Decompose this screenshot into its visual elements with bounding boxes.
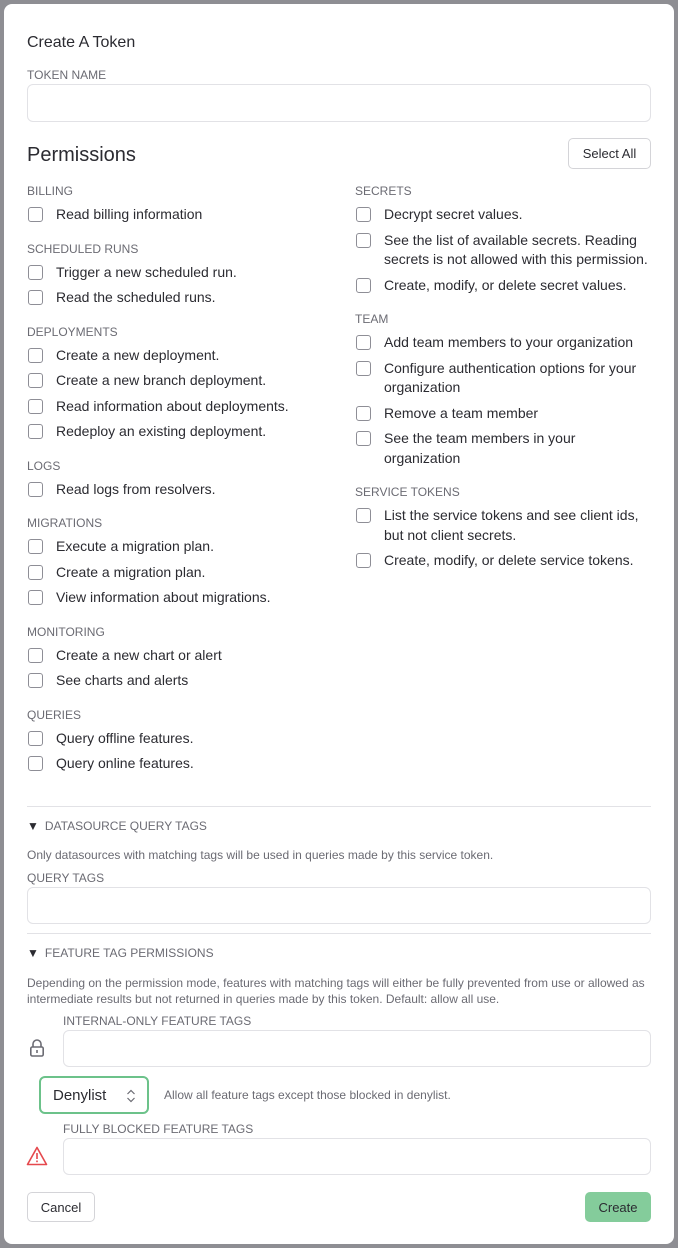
permission-item-label: Redeploy an existing deployment.	[56, 423, 267, 439]
permission-item-label: Read the scheduled runs.	[56, 289, 216, 305]
feature-tags-heading: FEATURE TAG PERMISSIONS	[44, 946, 214, 960]
permissions-right-column	[355, 183, 655, 574]
collapse-triangle-icon: ▼	[27, 946, 39, 960]
permission-checkbox[interactable]	[28, 756, 43, 771]
datasource-heading: DATASOURCE QUERY TAGS	[44, 819, 207, 833]
datasource-description: Only datasources with matching tags will be used in queries made by this service token.	[27, 848, 494, 862]
permission-item-label: Configure authentication options for your organization	[384, 359, 637, 395]
datasource-query-tags-toggle[interactable]	[27, 819, 207, 833]
internal-only-tags-input[interactable]	[63, 1030, 651, 1067]
query-tags-input[interactable]	[27, 887, 651, 924]
permission-checkbox[interactable]	[28, 590, 43, 605]
permission-checkbox[interactable]	[356, 207, 371, 222]
permission-checkbox[interactable]	[28, 648, 43, 663]
permission-checkbox[interactable]	[356, 233, 371, 248]
permission-item[interactable]	[355, 356, 655, 401]
permission-checkbox[interactable]	[28, 290, 43, 305]
query-tags-label: QUERY TAGS	[27, 871, 105, 885]
permission-section-heading: SERVICE TOKENS	[355, 485, 460, 499]
permission-item-label: Add team members to your organization	[384, 334, 634, 350]
permission-section-heading: TEAM	[355, 312, 389, 326]
permission-checkbox[interactable]	[28, 424, 43, 439]
permission-item-label: Create a new chart or alert	[56, 646, 222, 663]
modal-title: Create A Token	[27, 34, 136, 51]
permission-item-label: See charts and alerts	[56, 672, 189, 688]
permission-item-label: See the list of available secrets. Reading secrets is not allowed with this permission.	[384, 231, 648, 267]
permission-item-label: Execute a migration plan.	[56, 538, 214, 554]
permission-item-label: Create, modify, or delete service tokens.	[384, 552, 634, 568]
permission-item-label: Create a new branch deployment.	[56, 372, 267, 388]
permission-section	[27, 458, 327, 503]
permission-checkbox[interactable]	[356, 406, 371, 421]
permission-item[interactable]	[27, 419, 327, 445]
permission-checkbox[interactable]	[28, 399, 43, 414]
permission-checkbox[interactable]	[356, 278, 371, 293]
permission-item-label: Query online features.	[56, 755, 194, 771]
permission-checkbox[interactable]	[28, 482, 43, 497]
internal-only-label: INTERNAL-ONLY FEATURE TAGS	[63, 1014, 252, 1028]
permission-item-label: Remove a team member	[384, 404, 539, 421]
permission-item-label: Read logs from resolvers.	[56, 480, 216, 497]
lock-icon	[29, 1039, 45, 1057]
permission-section	[27, 324, 327, 445]
permission-item-label: Query offline features.	[56, 729, 194, 746]
permission-item-label: Create a new deployment.	[56, 346, 220, 363]
divider	[27, 806, 651, 807]
fully-blocked-tags-input[interactable]	[63, 1138, 651, 1175]
permission-item[interactable]	[27, 394, 327, 420]
permission-section-heading: BILLING	[27, 184, 74, 198]
permission-item[interactable]	[27, 726, 327, 752]
permission-checkbox[interactable]	[28, 565, 43, 580]
permission-item[interactable]	[355, 273, 655, 299]
permissions-title: Permissions	[27, 144, 136, 166]
permission-mode-description: Allow all feature tags except those blocked in denylist.	[164, 1088, 451, 1102]
permission-item[interactable]	[27, 477, 327, 503]
permission-section-heading: MONITORING	[27, 624, 105, 639]
divider	[27, 933, 651, 934]
permission-checkbox[interactable]	[356, 553, 371, 568]
permission-checkbox[interactable]	[28, 373, 43, 388]
permission-section-heading: SCHEDULED RUNS	[27, 241, 139, 256]
permission-checkbox[interactable]	[28, 348, 43, 363]
permission-item-label: View information about migrations.	[56, 589, 271, 605]
token-name-input[interactable]	[27, 84, 651, 122]
feature-tags-description: Depending on the permission mode, features with matching tags will either be fully prevented from use or allowed as intermediate results but not returned in queries made by this token. Default: allow all use.	[27, 976, 645, 1006]
permission-section-heading: QUERIES	[27, 707, 82, 722]
permission-item[interactable]	[355, 228, 655, 273]
permission-checkbox[interactable]	[356, 508, 371, 523]
permission-section	[27, 515, 327, 611]
permission-section	[27, 183, 327, 228]
permission-section	[355, 311, 655, 471]
fully-blocked-label: FULLY BLOCKED FEATURE TAGS	[63, 1122, 254, 1136]
permission-checkbox[interactable]	[28, 539, 43, 554]
permission-item[interactable]	[355, 548, 655, 574]
permission-section-heading: LOGS	[27, 458, 61, 473]
permission-section	[27, 241, 327, 311]
permission-checkbox[interactable]	[28, 265, 43, 280]
feature-tag-permissions-toggle[interactable]	[27, 946, 214, 960]
permission-mode-select[interactable]	[39, 1076, 149, 1114]
permission-item[interactable]	[27, 534, 327, 560]
permissions-left-column	[27, 183, 327, 777]
permission-checkbox[interactable]	[356, 361, 371, 376]
permission-item[interactable]	[27, 202, 327, 228]
cancel-button[interactable]: Cancel	[27, 1192, 95, 1222]
permission-checkbox[interactable]	[356, 431, 371, 446]
permission-item[interactable]	[355, 426, 655, 471]
permission-section	[355, 484, 655, 574]
permission-checkbox[interactable]	[356, 335, 371, 350]
permission-item-label: Create, modify, or delete secret values.	[384, 276, 627, 293]
permission-item[interactable]	[355, 330, 655, 356]
permission-checkbox[interactable]	[28, 207, 43, 222]
permission-item[interactable]	[27, 260, 327, 286]
permission-item-label: Trigger a new scheduled run.	[56, 263, 237, 280]
chevron-up-down-icon	[126, 1089, 136, 1103]
permission-item-label: See the team members in your organization	[384, 430, 576, 466]
permission-item-label: List the service tokens and see client ids, but not client secrets.	[384, 507, 639, 543]
permission-section-heading: SECRETS	[355, 184, 412, 198]
permission-item-label: Create a migration plan.	[56, 563, 206, 580]
permission-item[interactable]	[355, 401, 655, 427]
permission-item[interactable]	[27, 343, 327, 369]
warning-icon	[26, 1146, 48, 1166]
permission-section	[27, 624, 327, 694]
permission-item[interactable]	[27, 668, 327, 694]
permission-mode-value: Denylist	[53, 1086, 107, 1104]
permission-item-label: Decrypt secret values.	[384, 206, 523, 222]
permission-item[interactable]	[27, 368, 327, 394]
permission-item[interactable]	[27, 751, 327, 777]
permission-section	[355, 183, 655, 298]
collapse-triangle-icon: ▼	[27, 819, 39, 833]
permission-item[interactable]	[355, 503, 655, 548]
permission-section	[27, 707, 327, 777]
permission-section-heading: MIGRATIONS	[27, 516, 103, 530]
permission-checkbox[interactable]	[28, 731, 43, 746]
permission-item[interactable]	[355, 202, 655, 228]
permission-item-label: Read information about deployments.	[56, 397, 289, 414]
create-button[interactable]: Create	[585, 1192, 651, 1222]
select-all-button[interactable]: Select All	[568, 138, 651, 169]
permission-item[interactable]	[27, 560, 327, 586]
permission-section-heading: DEPLOYMENTS	[27, 324, 118, 339]
token-name-label: TOKEN NAME	[27, 68, 107, 82]
permission-item[interactable]	[27, 643, 327, 669]
permission-item[interactable]	[27, 285, 327, 311]
permission-item[interactable]	[27, 585, 327, 611]
permission-item-label: Read billing information	[56, 206, 203, 222]
create-token-modal	[4, 4, 674, 1244]
permission-checkbox[interactable]	[28, 673, 43, 688]
